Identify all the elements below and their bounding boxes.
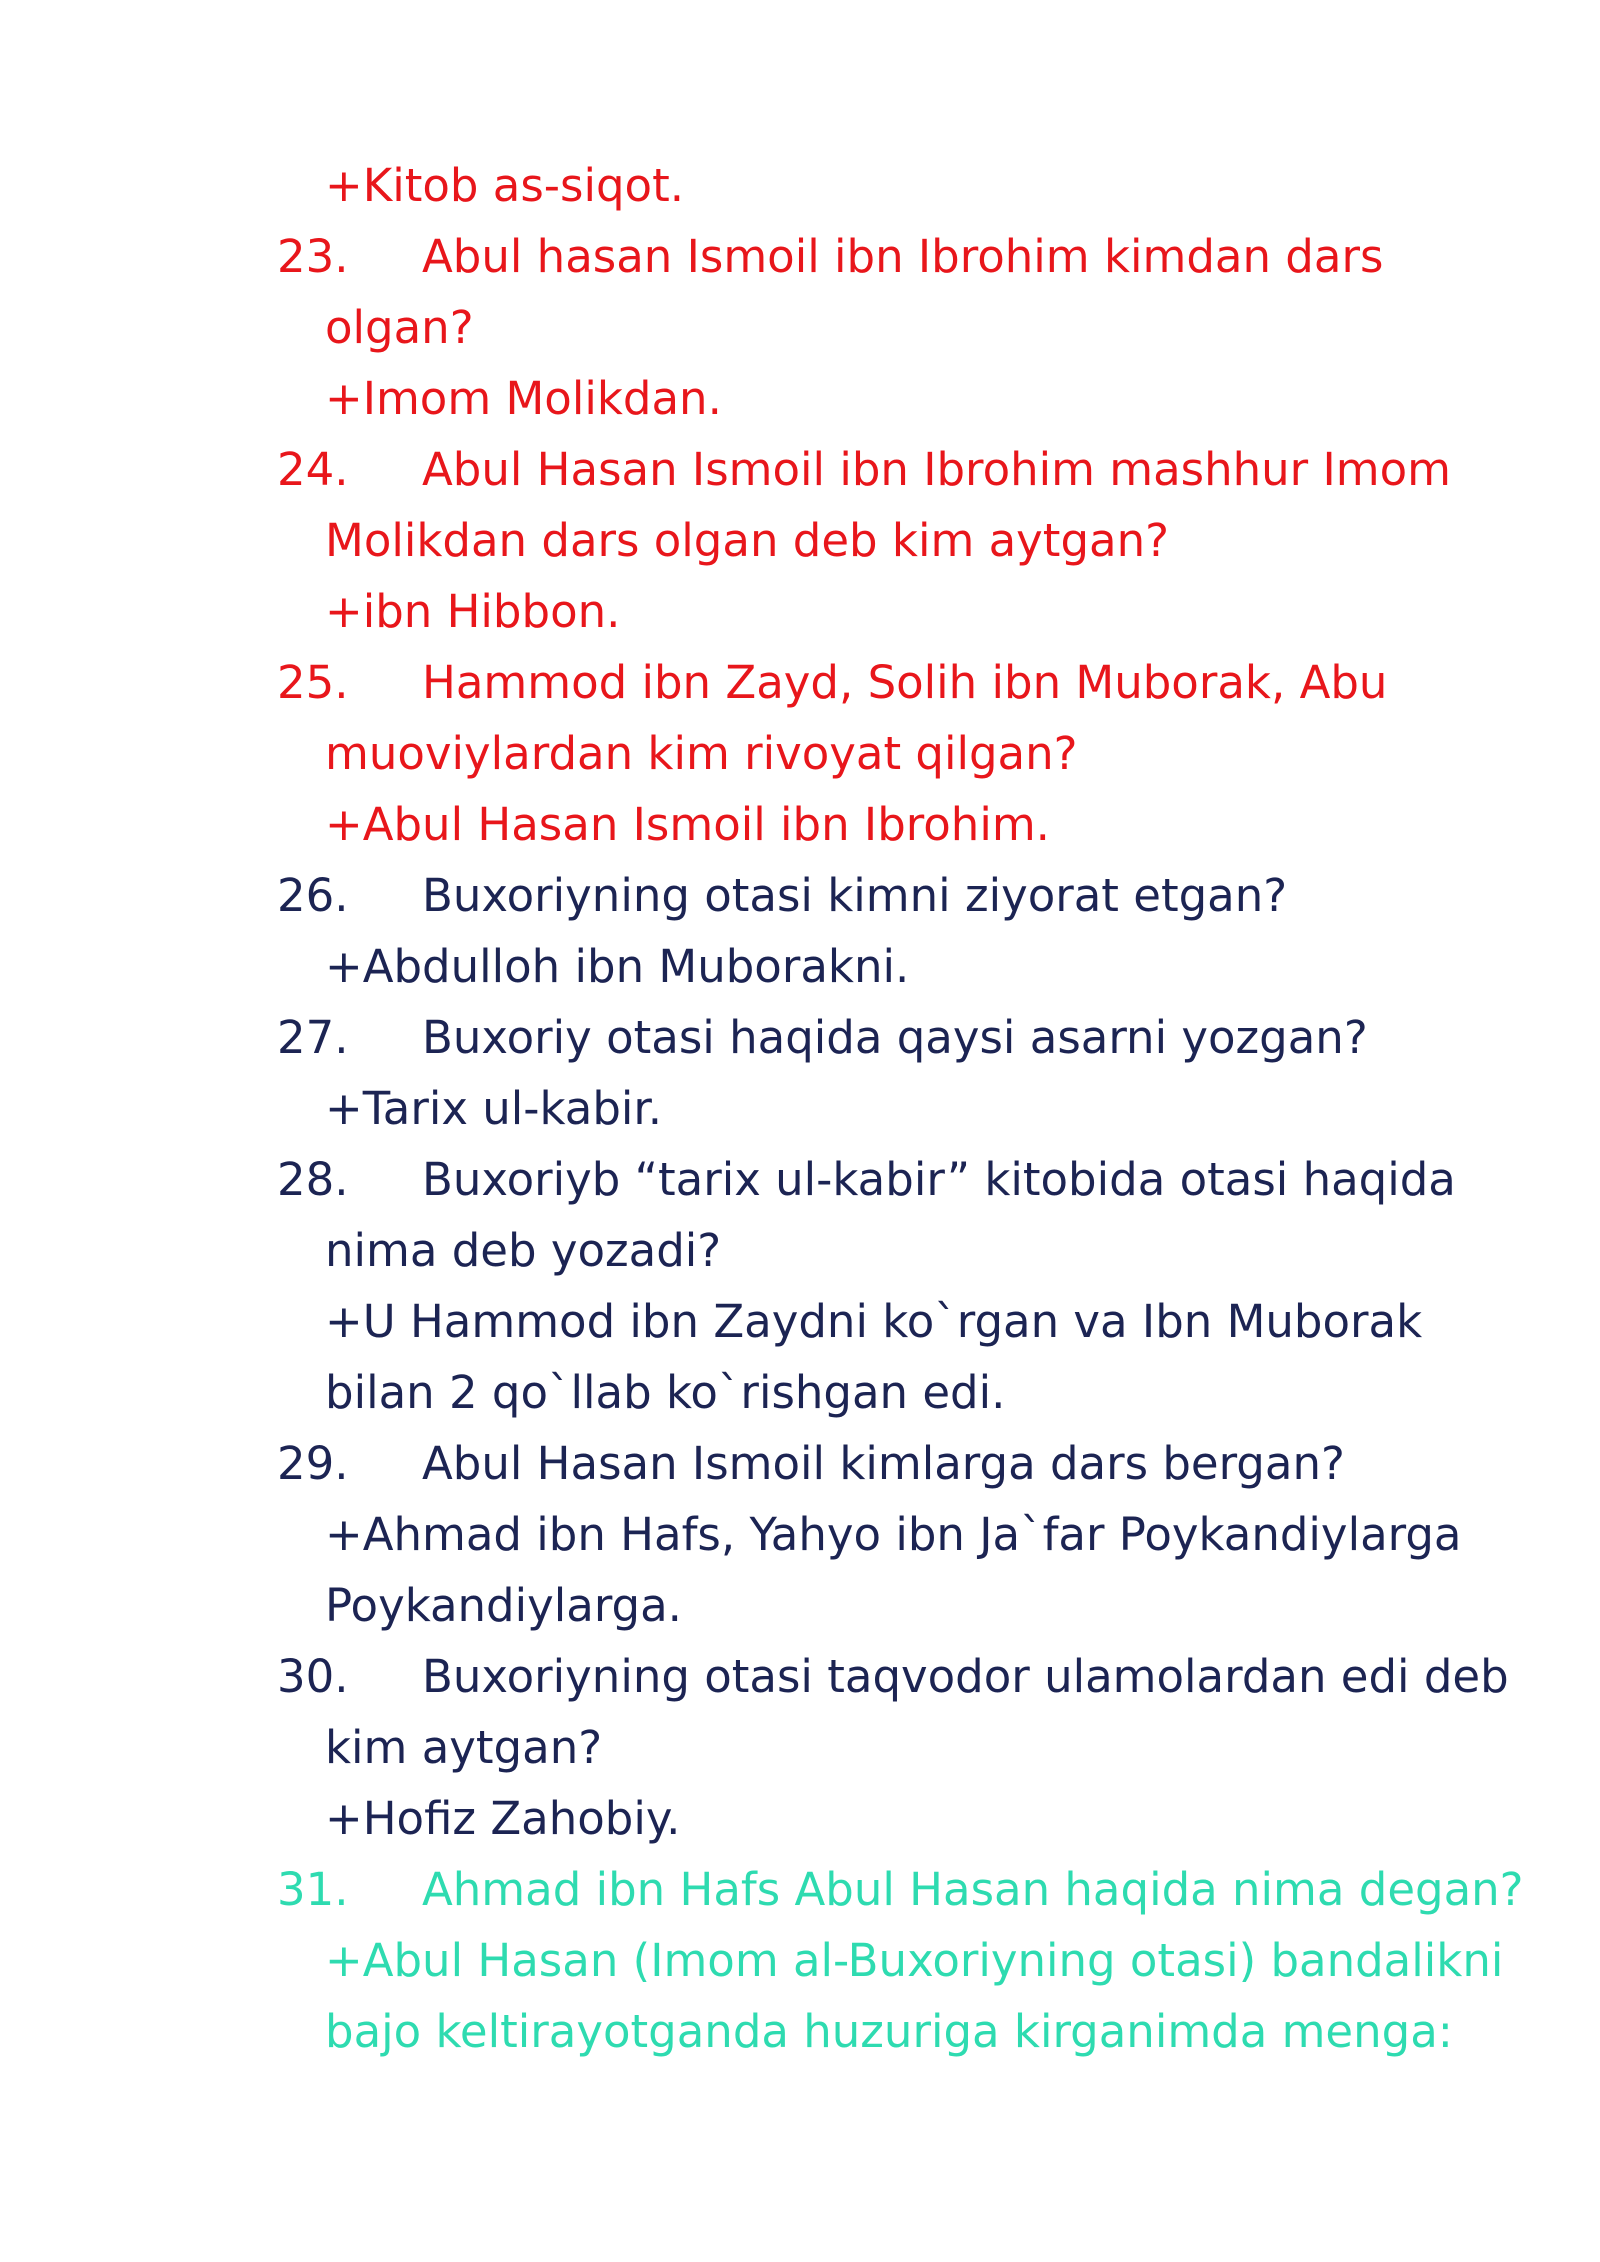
qa-item-25 [277,647,1507,860]
answer-line: +Hofiz Zahobiy. [325,1792,681,1845]
question-line [277,1144,1507,1215]
question-text: Abul Hasan Ismoil kimlarga dars bergan? [422,1437,1345,1490]
answer-line: +Imom Molikdan. [325,372,722,425]
question-text: Hammod ibn Zayd, Solih ibn Muborak, Abu [422,656,1388,709]
question-text: Buxoriyning otasi kimni ziyorat etgan? [422,869,1288,922]
question-text: Ahmad ibn Hafs Abul Hasan haqida nima degan? [422,1863,1524,1916]
question-text: Buxoriy otasi haqida qaysi asarni yozgan? [422,1011,1368,1064]
question-text: Abul hasan Ismoil ibn Ibrohim kimdan dars [422,230,1384,283]
answer-line: +Abul Hasan Ismoil ibn Ibrohim. [325,798,1050,851]
question-number: 27. [277,1011,349,1064]
answer-line: +Ahmad ibn Hafs, Yahyo ibn Ja`far Poykandiylarga [325,1508,1462,1561]
qa-item-31 [277,1854,1524,2067]
question-number: 25. [277,656,349,709]
question-line [277,1854,1524,1925]
qa-item-28 [277,1144,1507,1428]
question-line [277,860,1507,931]
answer-line: +Abul Hasan (Imom al-Buxoriyning otasi) bandalikni [325,1934,1504,1987]
answer-line: +U Hammod ibn Zaydni ko`rgan va Ibn Muborak [325,1295,1423,1348]
answer-continuation: Poykandiylarga. [325,1579,682,1632]
question-number: 26. [277,869,349,922]
intro-answer: +Kitob as-siqot. [325,159,685,212]
question-line [277,221,1507,292]
question-number: 24. [277,443,349,496]
answer-continuation: bilan 2 qo`llab ko`rishgan edi. [325,1366,1006,1419]
answer-line: +Abdulloh ibn Muborakni. [325,940,910,993]
question-text: Buxoriyb “tarix ul-kabir” kitobida otasi haqida [422,1153,1456,1206]
qa-item-26 [277,860,1507,1002]
question-line [277,1002,1507,1073]
answer-line: +ibn Hibbon. [325,585,621,638]
answer-continuation: bajo keltirayotganda huzuriga kirganimda menga: [325,2005,1453,2058]
question-continuation: olgan? [325,301,474,354]
question-continuation: Molikdan dars olgan deb kim aytgan? [325,514,1169,567]
question-text: Abul Hasan Ismoil ibn Ibrohim mashhur Imom [422,443,1451,496]
qa-item-23 [277,221,1507,434]
question-continuation: nima deb yozadi? [325,1224,722,1277]
question-continuation: muoviylardan kim rivoyat qilgan? [325,727,1078,780]
question-line [277,1428,1507,1499]
question-number: 28. [277,1153,349,1206]
question-continuation: kim aytgan? [325,1721,603,1774]
qa-item-27 [277,1002,1507,1144]
question-text: Buxoriyning otasi taqvodor ulamolardan edi deb [422,1650,1509,1703]
qa-item-29 [277,1428,1507,1641]
qa-item-24 [277,434,1507,647]
question-line [277,434,1507,505]
qa-list [277,150,1524,2067]
question-line [277,1641,1507,1712]
qa-item-30 [277,1641,1507,1854]
question-number: 30. [277,1650,349,1703]
question-number: 29. [277,1437,349,1490]
question-line [277,647,1507,718]
question-number: 31. [277,1863,349,1916]
question-number: 23. [277,230,349,283]
answer-line: +Tarix ul-kabir. [325,1082,663,1135]
